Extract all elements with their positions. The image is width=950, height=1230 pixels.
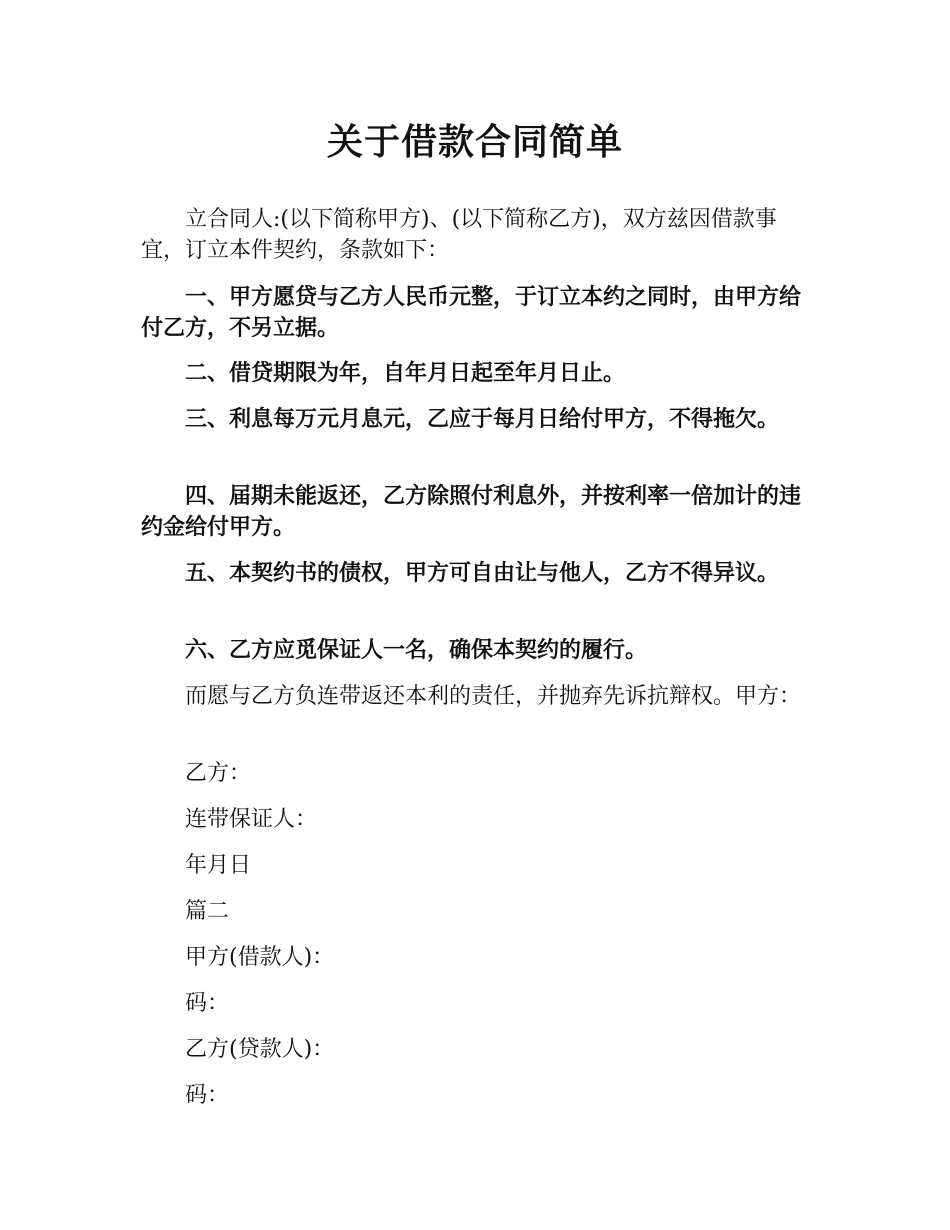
borrower-line: 甲方(借款人)： bbox=[185, 945, 335, 970]
clause-4: 四、届期未能返还，乙方除照付利息外，并按利率一倍加计的违约金给付甲方。 bbox=[141, 483, 802, 540]
intro-paragraph: 立合同人:(以下简称甲方)、(以下简称乙方)，双方兹因借款事宜，订立本件契约，条款如下： bbox=[141, 207, 777, 263]
section-heading: 篇二 bbox=[185, 899, 230, 924]
guarantor-paragraph: 而愿与乙方负连带返还本利的责任，并抛弃先诉抗辩权。甲方： bbox=[185, 684, 802, 709]
clause-2: 二、借贷期限为年，自年月日起至年月日止。 bbox=[185, 360, 626, 386]
clause-6: 六、乙方应觅保证人一名，确保本契约的履行。 bbox=[185, 637, 648, 663]
guarantor-line: 连带保证人： bbox=[185, 807, 318, 832]
clause-3: 三、利息每万元月息元，乙应于每月日给付甲方，不得拖欠。 bbox=[185, 406, 780, 432]
borrower-code-line: 码： bbox=[185, 991, 230, 1016]
clause-1: 一、甲方愿贷与乙方人民币元整，于订立本约之同时，由甲方给付乙方，不另立据。 bbox=[141, 284, 802, 341]
lender-line: 乙方(贷款人)： bbox=[185, 1037, 335, 1062]
party-b-line: 乙方： bbox=[185, 761, 252, 786]
date-line: 年月日 bbox=[185, 853, 252, 878]
lender-code-line: 码： bbox=[185, 1083, 230, 1108]
document-title: 关于借款合同简单 bbox=[326, 121, 623, 163]
clause-5: 五、本契约书的债权，甲方可自由让与他人，乙方不得异议。 bbox=[185, 560, 780, 586]
